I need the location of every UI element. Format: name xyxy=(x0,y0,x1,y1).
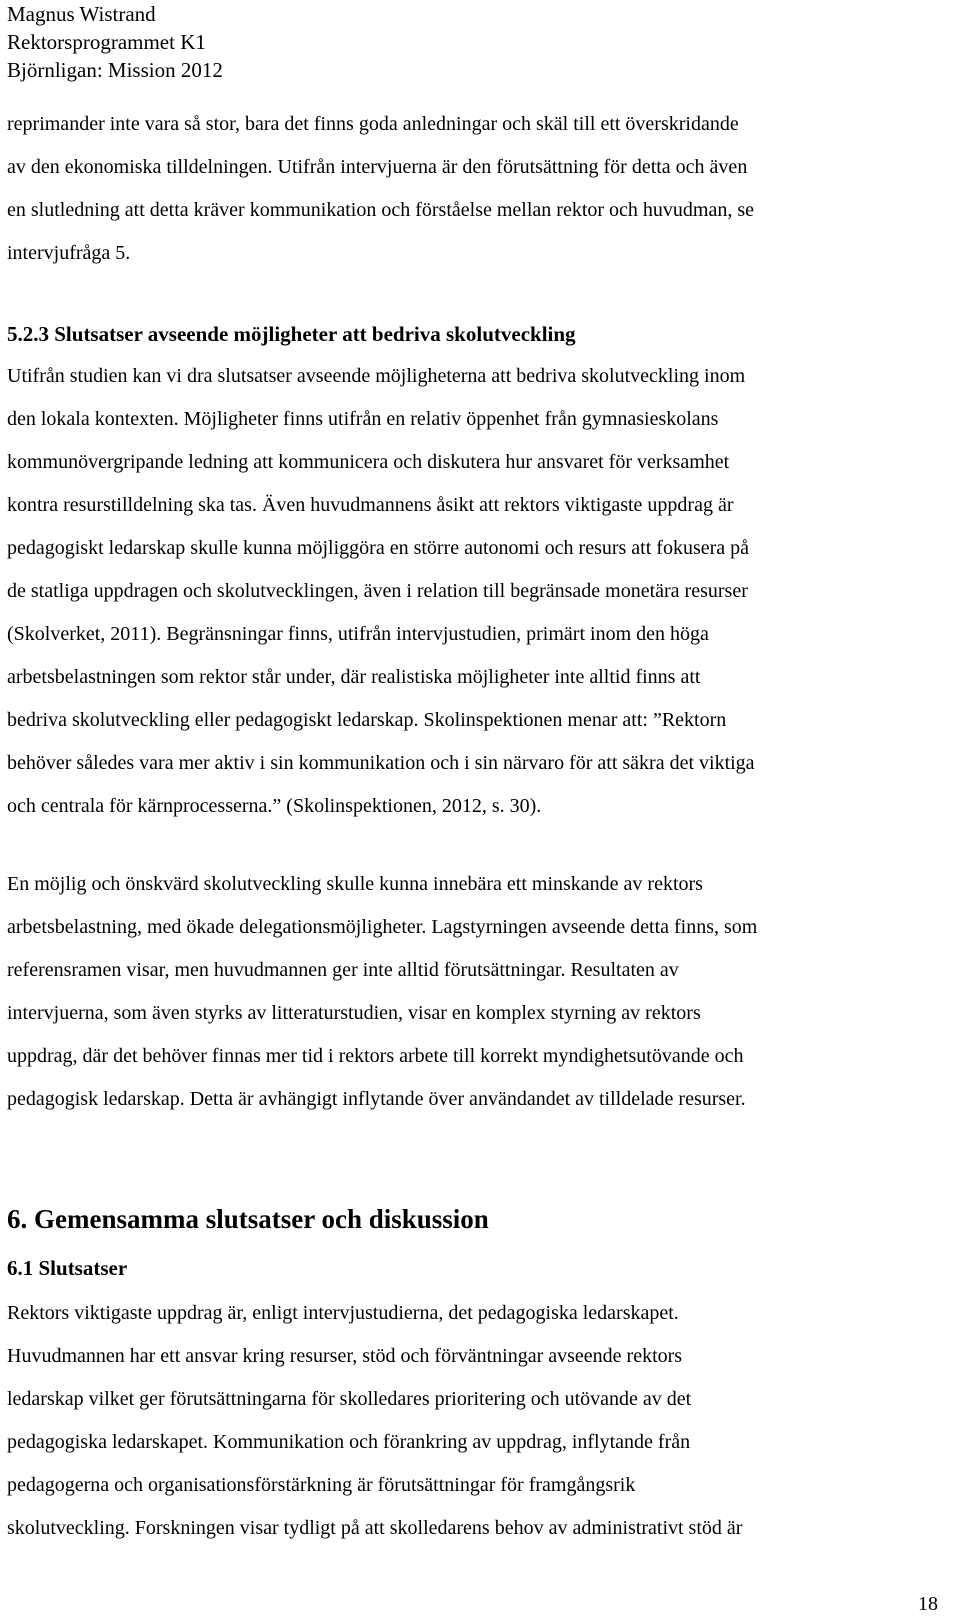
header-program: Rektorsprogrammet K1 xyxy=(7,30,206,54)
chapter-heading-6: 6. Gemensamma slutsatser och diskussion xyxy=(7,1204,489,1234)
paragraph-line: En möjlig och önskvärd skolutveckling skulle kunna innebära ett minskande av rektors xyxy=(7,873,703,895)
section-heading-5-2-3: 5.2.3 Slutsatser avseende möjligheter att bedriva skolutveckling xyxy=(7,322,576,346)
paragraph-line: skolutveckling. Forskningen visar tydligt på att skolledarens behov av administrativt stöd är xyxy=(7,1517,743,1539)
paragraph-3 xyxy=(7,863,757,1121)
paragraph-line: arbetsbelastningen som rektor står under, där realistiska möjligheter inte alltid finns att xyxy=(7,666,701,688)
paragraph-line: pedagogisk ledarskap. Detta är avhängigt inflytande över användandet av tilldelade resurser. xyxy=(7,1088,746,1110)
paragraph-line: bedriva skolutveckling eller pedagogiskt ledarskap. Skolinspektionen menar att: ”Rektorn xyxy=(7,709,727,731)
paragraph-line: kontra resurstilldelning ska tas. Även huvudmannens åsikt att rektors viktigaste uppdrag är xyxy=(7,494,734,516)
paragraph-line: Rektors viktigaste uppdrag är, enligt intervjustudierna, det pedagogiska ledarskapet. xyxy=(7,1302,679,1324)
paragraph-line: och centrala för kärnprocesserna.” (Skolinspektionen, 2012, s. 30). xyxy=(7,795,542,817)
paragraph-line: de statliga uppdragen och skolutvecklingen, även i relation till begränsade monetära resurser xyxy=(7,580,748,602)
paragraph-line: arbetsbelastning, med ökade delegationsmöjligheter. Lagstyrningen avseende detta finns, som xyxy=(7,916,758,938)
paragraph-4 xyxy=(7,1292,742,1550)
paragraph-line: referensramen visar, men huvudmannen ger inte alltid förutsättningar. Resultaten av xyxy=(7,959,679,981)
page-header xyxy=(7,0,223,84)
section-heading-6-1: 6.1 Slutsatser xyxy=(7,1256,128,1280)
paragraph-line: uppdrag, där det behöver finnas mer tid i rektors arbete till korrekt myndighetsutövande och xyxy=(7,1045,744,1067)
paragraph-line: en slutledning att detta kräver kommunikation och förståelse mellan rektor och huvudman, se xyxy=(7,199,755,221)
paragraph-2 xyxy=(7,355,755,828)
paragraph-line: pedagogerna och organisationsförstärkning är förutsättningar för framgångsrik xyxy=(7,1474,636,1496)
paragraph-line: ledarskap vilket ger förutsättningarna för skolledares prioritering och utövande av det xyxy=(7,1388,692,1410)
paragraph-line: pedagogiskt ledarskap skulle kunna möjliggöra en större autonomi och resurs att fokusera på xyxy=(7,537,750,559)
paragraph-line: (Skolverket, 2011). Begränsningar finns, utifrån intervjustudien, primärt inom den höga xyxy=(7,623,709,645)
header-course: Björnligan: Mission 2012 xyxy=(7,58,223,82)
paragraph-line: kommunövergripande ledning att kommunicera och diskutera hur ansvaret för verksamhet xyxy=(7,451,730,473)
paragraph-line: intervjuerna, som även styrks av litteraturstudien, visar en komplex styrning av rektors xyxy=(7,1002,701,1024)
paragraph-line: pedagogiska ledarskapet. Kommunikation och förankring av uppdrag, inflytande från xyxy=(7,1431,691,1453)
paragraph-line: av den ekonomiska tilldelningen. Utifrån intervjuerna är den förutsättning för detta och även xyxy=(7,156,748,178)
paragraph-line: intervjufråga 5. xyxy=(7,242,131,264)
header-author: Magnus Wistrand xyxy=(7,2,156,26)
paragraph-line: reprimander inte vara så stor, bara det finns goda anledningar och skäl till ett överskridande xyxy=(7,113,739,135)
paragraph-line: Huvudmannen har ett ansvar kring resurser, stöd och förväntningar avseende rektors xyxy=(7,1345,683,1367)
paragraph-line: den lokala kontexten. Möjligheter finns utifrån en relativ öppenhet från gymnasieskolans xyxy=(7,408,719,430)
paragraph-line: Utifrån studien kan vi dra slutsatser avseende möjligheterna att bedriva skolutveckling inom xyxy=(7,365,746,387)
paragraph-1 xyxy=(7,103,754,275)
paragraph-line: behöver således vara mer aktiv i sin kommunikation och i sin närvaro för att säkra det viktiga xyxy=(7,752,755,774)
page-number: 18 xyxy=(918,1593,938,1615)
